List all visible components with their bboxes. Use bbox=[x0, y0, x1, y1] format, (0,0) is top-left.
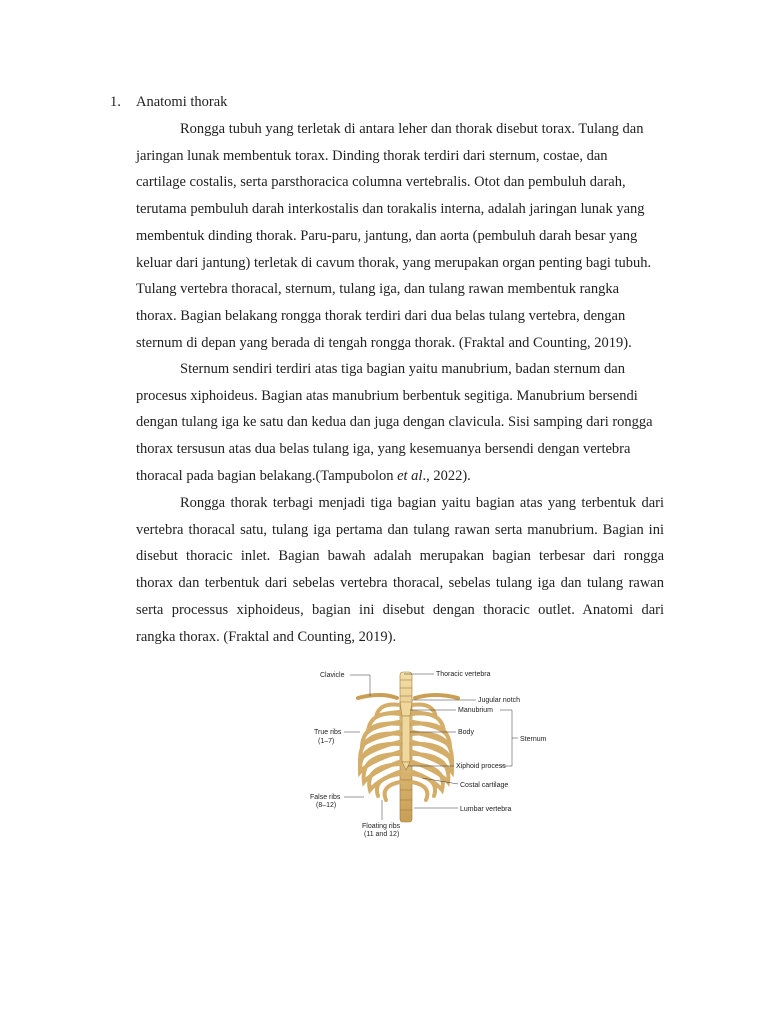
citation-suffix: ., 2022). bbox=[422, 467, 471, 484]
paragraph-line: rangka thorax. (Fraktal and Counting, 2019). bbox=[136, 628, 397, 645]
label-false-ribs: False ribs bbox=[310, 794, 341, 801]
paragraph-line: Rongga thorak terbagi menjadi tiga bagian yaitu bagian atas yang terbentuk dari bbox=[180, 495, 664, 511]
paragraph-line: Tulang vertebra thoracal, sternum, tulang iga, dan tulang rawan membentuk rangka bbox=[136, 281, 620, 298]
paragraph-line: membentuk dinding thorak. Paru-paru, jantung, dan aorta (pembuluh darah besar yang bbox=[136, 227, 638, 244]
paragraph-line: thorax tersusun atas dua belas tulang iga, yang kesemuanya bersendi dengan vertebra bbox=[136, 441, 631, 458]
paragraph-line-citation bbox=[136, 463, 664, 490]
paragraph-line: serta processus xiphoideus, bagian ini disebut dengan thoracic outlet. Anatomi dari bbox=[136, 601, 664, 618]
paragraph-line: sternum di depan yang berada di tengah rongga thorak. (Fraktal and Counting, 2019). bbox=[136, 334, 632, 351]
ribs-left bbox=[360, 705, 400, 800]
paragraph-line: terutama pembuluh darah interkostalis dan torakalis interna, adalah jaringan lunak yang bbox=[136, 201, 645, 218]
thorax-anatomy-figure bbox=[300, 660, 547, 842]
label-costal-cartilage: Costal cartilage bbox=[460, 782, 509, 789]
paragraph-line: keluar dari jantung) terletak di cavum thorak, yang merupakan organ penting bagi tubuh. bbox=[136, 254, 652, 271]
paragraph-line: Sternum sendiri terdiri atas tiga bagian yaitu manubrium, badan sternum dan bbox=[180, 361, 625, 377]
rib-cage-illustration bbox=[300, 660, 547, 842]
paragraph-line: disebut thoracic inlet. Bagian bawah adalah merupakan bagian terbesar dari rongga bbox=[136, 548, 664, 565]
citation-prefix: thoracal pada bagian belakang.(Tampubolon bbox=[136, 467, 398, 484]
paragraph-line: thorax. Bagian belakang rongga thorak terdiri dari dua belas tulang vertebra, dengan bbox=[136, 307, 626, 324]
paragraph-line: dengan tulang iga ke satu dan kedua dan juga dengan clavicula. Sisi samping dari rongga bbox=[136, 414, 653, 431]
section-number: 1. bbox=[110, 94, 121, 110]
paragraph-2 bbox=[136, 356, 664, 490]
label-sternum: Sternum bbox=[520, 736, 547, 743]
label-xiphoid-process: Xiphoid process bbox=[456, 763, 506, 770]
paragraph-line: thorax dan terbentuk dari sebelas vertebra thoracal, sebelas tulang iga dan tulang rawan bbox=[136, 575, 664, 592]
citation-et-al: et al bbox=[397, 467, 423, 484]
label-floating-ribs-range: (11 and 12) bbox=[364, 831, 400, 838]
label-jugular-notch: Jugular notch bbox=[478, 697, 521, 704]
label-floating-ribs: Floating ribs bbox=[362, 823, 401, 830]
paragraph-line: cartilage costalis, serta parsthoracica columna vertebralis. Otot dan pembuluh darah, bbox=[136, 174, 626, 191]
paragraph-line: jaringan lunak membentuk torax. Dinding thorak terdiri dari sternum, costae, dan bbox=[136, 147, 608, 164]
label-lumbar-vertebra: Lumbar vertebra bbox=[460, 806, 512, 813]
paragraph-line: vertebra thoracal satu, tulang iga pertama dan tulang rawan serta manubrium. Bagian ini bbox=[136, 521, 664, 538]
paragraph-1 bbox=[136, 116, 664, 356]
section-title: Anatomi thorak bbox=[136, 94, 228, 110]
label-manubrium: Manubrium bbox=[458, 707, 494, 714]
paragraph-line: Rongga tubuh yang terletak di antara leher dan thorak disebut torax. Tulang dan bbox=[180, 121, 644, 137]
label-true-ribs: True ribs bbox=[314, 729, 342, 736]
paragraph-line: procesus xiphoideus. Bagian atas manubrium berbentuk segitiga. Manubrium bersendi bbox=[136, 387, 638, 404]
label-false-ribs-range: (8–12) bbox=[316, 802, 337, 809]
paragraph-3 bbox=[136, 490, 664, 650]
label-body: Body bbox=[458, 729, 474, 736]
ribs-right bbox=[412, 705, 452, 800]
label-clavicle: Clavicle bbox=[320, 672, 345, 679]
sternum bbox=[400, 702, 412, 770]
label-true-ribs-range: (1–7) bbox=[318, 738, 335, 745]
label-thoracic-vertebra: Thoracic vertebra bbox=[436, 671, 491, 678]
section-heading bbox=[110, 92, 227, 112]
